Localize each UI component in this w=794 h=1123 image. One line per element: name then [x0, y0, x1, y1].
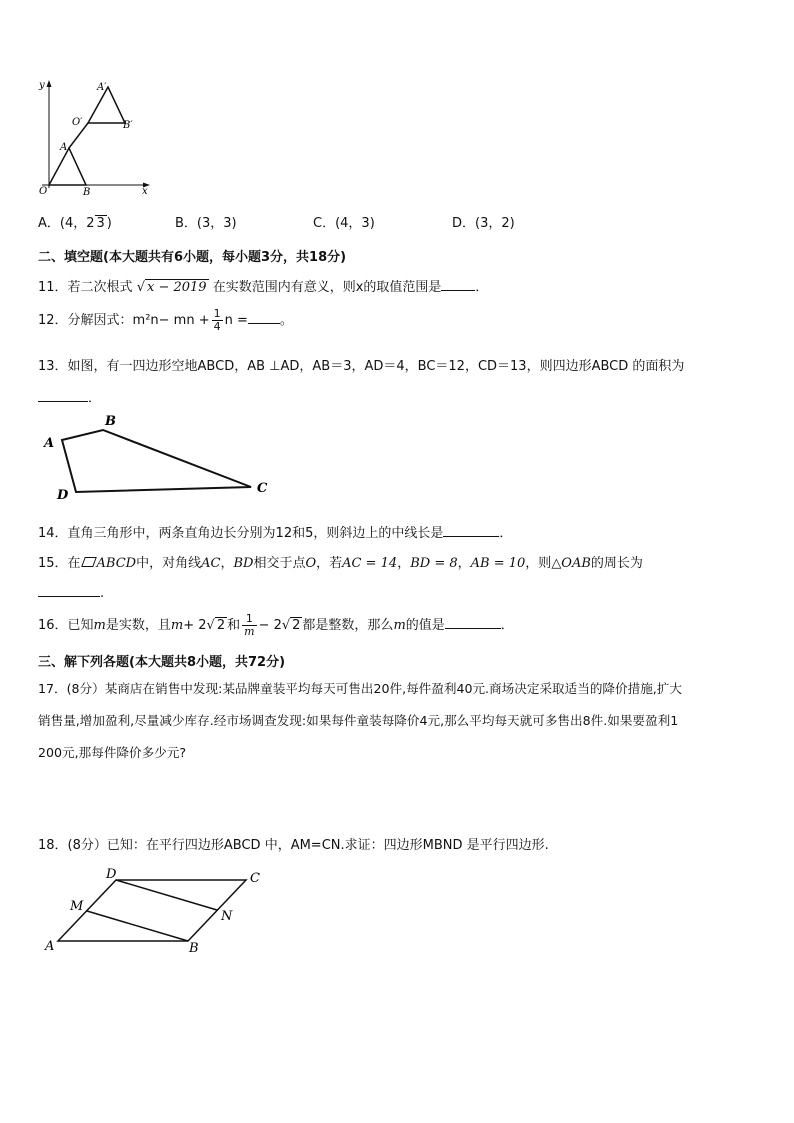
q13-end: ．: [88, 391, 102, 406]
question-15: [38, 552, 643, 571]
segment-mb: [87, 911, 188, 941]
q11-radicand: x − 2019: [146, 280, 207, 295]
q11-end: ．: [475, 280, 489, 295]
q15-t4: ，若: [316, 556, 343, 571]
q15-end: .: [100, 586, 105, 601]
q14-text: 14．直角三角形中，两条直角边长分别为12和5，则斜边上的中线长是: [38, 526, 444, 541]
q16-fraction: [242, 613, 256, 638]
q16-m1: m: [93, 618, 106, 633]
q10-option-b: B．(3，3): [175, 216, 237, 231]
q12-frac-num: 1: [213, 307, 221, 320]
q16-sqrt-a: 2: [216, 618, 226, 633]
q11-pre: 11．若二次根式: [38, 280, 133, 295]
q15-ac14: AC = 14: [342, 556, 398, 571]
section-2-heading: 二、填空题(本大题共有6小题，每小题3分，共18分): [38, 250, 347, 265]
label-c: C: [250, 871, 260, 886]
q15-t8: 的周长为: [590, 556, 643, 571]
q15-ab10: AB = 10: [470, 556, 526, 571]
question-12: [38, 308, 293, 333]
parallelogram-abcd: [58, 880, 246, 941]
parallelogram-icon: [81, 557, 97, 567]
q13-answer-line: [38, 387, 101, 406]
q15-t3: 相交于点: [253, 556, 306, 571]
question-18: 18．(8分）已知：在平行四边形ABCD 中，AM=CN.求证：四边形MBND 是平行四边形.: [38, 838, 549, 853]
q15-o: O: [305, 556, 317, 571]
label-a: A: [44, 436, 55, 451]
q12-end: 。: [279, 313, 293, 328]
figure-q10-coordinate: [30, 78, 160, 196]
label-a: A: [60, 142, 68, 153]
question-17-line-1: 17．(8分）某商店在销售中发现:某品牌童装平均每天可售出20件,每件盈利40元.商场决定采取适当的降价措施,扩大: [38, 681, 682, 696]
q11-post: 在实数范围内有意义，则x的取值范围是: [212, 280, 442, 295]
q15-t5: ，: [397, 556, 411, 571]
q15-ac: AC: [201, 556, 221, 571]
q10-option-a-text: A．(4，2: [38, 216, 95, 231]
q15-answer-line: [38, 584, 104, 601]
q10-option-d: D．(3，2): [452, 216, 515, 231]
label-b: B: [83, 187, 91, 196]
label-d: D: [106, 867, 117, 882]
label-m: M: [70, 899, 84, 914]
question-11: 11．若二次根式 √ x − 2019 在实数范围内有意义，则x的取值范围是 ．: [38, 280, 489, 295]
q12-frac-den: 4: [213, 320, 221, 333]
label-o-prime: O′: [72, 117, 83, 128]
q16-t2: 和: [227, 618, 241, 633]
q10-option-a-end: ): [106, 216, 112, 231]
q16-t1: 是实数，且: [105, 618, 171, 633]
q15-answer-blank[interactable]: [38, 584, 100, 597]
q12-answer-blank[interactable]: [248, 311, 280, 324]
label-b-prime: B′: [123, 120, 133, 131]
q12-fraction: [212, 308, 223, 333]
q16-frac-den: m: [244, 625, 255, 638]
q15-t7: ，则: [525, 556, 552, 571]
label-y: y: [39, 80, 45, 91]
y-axis-arrow: [47, 80, 52, 87]
triangle-oab: [49, 148, 86, 185]
q16-t4: 的值是: [405, 618, 445, 633]
q15-t2: ，: [220, 556, 234, 571]
q16-pre: 16．已知: [38, 618, 94, 633]
label-o: O: [39, 186, 48, 196]
q16-plus: + 2: [183, 618, 207, 633]
label-c: C: [257, 481, 268, 496]
q16-answer-blank[interactable]: [445, 616, 501, 629]
q14-answer-blank[interactable]: [443, 524, 499, 537]
quadrilateral-abcd: [62, 430, 251, 492]
section-3-heading: 三、解下列各题(本大题共8小题，共72分): [38, 655, 286, 670]
q15-tri: △OAB: [551, 556, 591, 571]
q11-answer-blank[interactable]: [441, 278, 475, 291]
q14-end: ．: [499, 526, 513, 541]
q15-t6: ，: [457, 556, 471, 571]
question-17-line-3: 200元,那每件降价多少元?: [38, 745, 187, 760]
q16-minus: − 2: [258, 618, 282, 633]
label-b: B: [189, 941, 199, 956]
q10-option-a-sqrt: 3: [96, 216, 105, 231]
q15-pre: 15．在: [38, 556, 81, 571]
triangle-a-prime: [88, 87, 125, 123]
q15-bd: BD: [233, 556, 254, 571]
q16-frac-num: 1: [242, 613, 256, 626]
q10-option-c: C．(4，3): [313, 216, 375, 231]
label-n: N: [221, 909, 233, 924]
label-a: A: [45, 939, 55, 954]
q15-bd8: BD = 8: [410, 556, 458, 571]
segment-dn: [116, 880, 217, 910]
q15-par: ABCD: [96, 556, 137, 571]
q13-answer-blank[interactable]: [38, 389, 88, 402]
question-13: 13．如图，有一四边形空地ABCD，AB ⊥AD，AB＝3，AD＝4，BC＝12，CD＝13，则四边形ABCD 的面积为: [38, 359, 685, 374]
figure-q18-parallelogram: [38, 862, 278, 957]
question-17-line-2: 销售量,增加盈利,尽量减少库存.经市场调查发现:如果每件童装每降价4元,那么平均每天就可多售出8件.如果要盈利1: [38, 713, 679, 728]
q16-t3: 都是整数，那么: [302, 618, 394, 633]
question-16: 16．已知m是实数，且m+ 2√ 2 和 $\frac{1}{m}$ − 2√ 2 都是整数，那么m的值是 ．: [38, 612, 514, 638]
question-14: [38, 522, 512, 541]
q12-post: n =: [224, 313, 248, 328]
label-a-prime: A′: [97, 82, 107, 93]
q16-end: ．: [500, 618, 514, 633]
label-b: B: [105, 414, 116, 429]
q15-t1: 中，对角线: [136, 556, 202, 571]
figure-q13-quadrilateral: [38, 410, 278, 505]
q16-m3: m: [393, 618, 406, 633]
q10-option-a: [38, 212, 112, 231]
q16-m2: m: [170, 618, 184, 633]
label-x: x: [142, 186, 148, 196]
q16-sqrt-b: 2: [292, 618, 301, 633]
q12-pre: 12．分解因式：m²n− mn +: [38, 313, 210, 328]
label-d: D: [57, 488, 69, 503]
